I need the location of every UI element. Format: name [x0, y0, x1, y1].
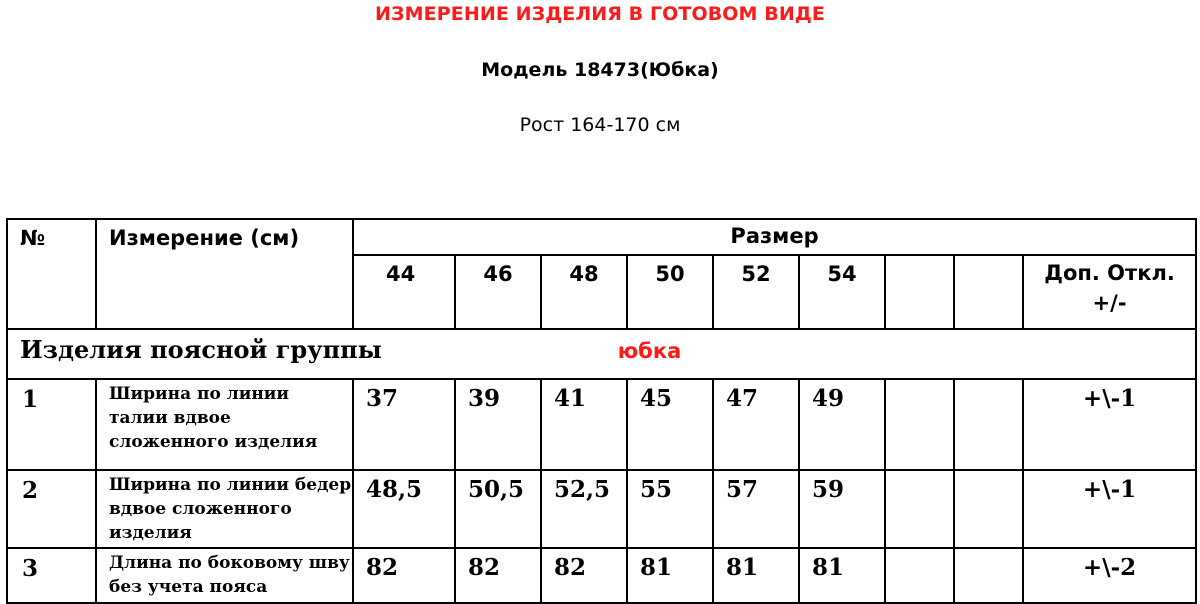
- tolerance-value: +\-1: [1023, 379, 1196, 470]
- size-value: 47: [713, 379, 799, 470]
- section-tag: юбка: [617, 339, 682, 363]
- tolerance-sign: +/-: [1092, 291, 1127, 315]
- row-number: 1: [7, 379, 96, 470]
- size-value: 82: [455, 548, 541, 603]
- size-value: 50,5: [455, 470, 541, 548]
- size-value: 57: [713, 470, 799, 548]
- header-row: [7, 219, 1196, 255]
- size-value: 59: [799, 470, 885, 548]
- measurement-name: Длина по боковому шву без учета пояса: [96, 548, 353, 603]
- size-value: 82: [541, 548, 627, 603]
- size-header: [954, 255, 1023, 329]
- model-title: Модель 18473(Юбка): [481, 59, 719, 81]
- size-header: 46: [455, 255, 541, 329]
- row-number: 2: [7, 470, 96, 548]
- size-value: [885, 470, 954, 548]
- size-value: 48,5: [353, 470, 455, 548]
- tolerance-value: +\-1: [1023, 470, 1196, 548]
- size-value: 45: [627, 379, 713, 470]
- size-value: 82: [353, 548, 455, 603]
- size-value: [885, 548, 954, 603]
- size-value: 81: [713, 548, 799, 603]
- size-value: 55: [627, 470, 713, 548]
- size-value: [885, 379, 954, 470]
- size-header: 48: [541, 255, 627, 329]
- size-header: 44: [353, 255, 455, 329]
- size-value: [954, 379, 1023, 470]
- column-header-tolerance: [1023, 255, 1196, 329]
- tolerance-label: Доп. Откл.: [1044, 261, 1175, 285]
- measurement-name: Ширина по линии талии вдвое сложенного изделия: [96, 379, 353, 470]
- measurement-name: Ширина по линии бедер вдвое сложенного изделия: [96, 470, 353, 548]
- size-value: 37: [353, 379, 455, 470]
- size-value: 41: [541, 379, 627, 470]
- size-header: 54: [799, 255, 885, 329]
- measurement-table: [6, 218, 1197, 604]
- size-value: [954, 470, 1023, 548]
- size-value: 49: [799, 379, 885, 470]
- size-header: 52: [713, 255, 799, 329]
- size-value: 52,5: [541, 470, 627, 548]
- table-row: [7, 470, 1196, 548]
- size-value: 81: [627, 548, 713, 603]
- section-row: [7, 329, 1196, 379]
- table-row: [7, 379, 1196, 470]
- tolerance-value: +\-2: [1023, 548, 1196, 603]
- column-header-number: №: [7, 219, 96, 329]
- table-row: [7, 548, 1196, 603]
- section-header: [7, 329, 1196, 379]
- height-range: Рост 164-170 см: [519, 114, 681, 136]
- column-header-size: Размер: [353, 219, 1196, 255]
- section-title: Изделия поясной группы: [20, 335, 382, 364]
- document-title: ИЗМЕРЕНИЕ ИЗДЕЛИЯ В ГОТОВОМ ВИДЕ: [375, 3, 825, 25]
- column-header-measurement: Измерение (см): [96, 219, 353, 329]
- row-number: 3: [7, 548, 96, 603]
- size-value: 39: [455, 379, 541, 470]
- size-header: 50: [627, 255, 713, 329]
- size-value: 81: [799, 548, 885, 603]
- size-value: [954, 548, 1023, 603]
- size-header: [885, 255, 954, 329]
